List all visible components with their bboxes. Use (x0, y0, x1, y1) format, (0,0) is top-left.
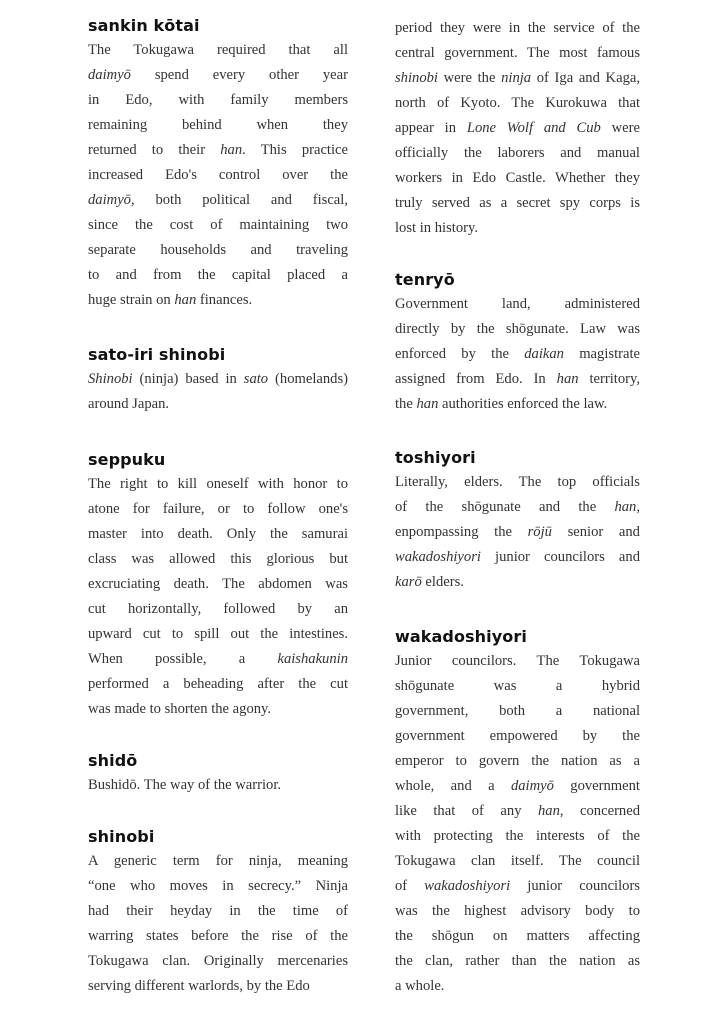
glossary-term: sankin kōtai (88, 16, 200, 35)
text-run: enpompassing the (395, 524, 528, 540)
definition-line (88, 238, 348, 263)
glossary-entry (88, 14, 348, 313)
definition-line (395, 899, 640, 924)
glossary-entry (88, 749, 348, 798)
glossary-entry (88, 448, 348, 722)
definition-line (88, 647, 348, 672)
text-run: was made to shorten the agony. (88, 701, 272, 717)
definition-line (88, 38, 348, 63)
glossary-entry (395, 268, 640, 417)
definition-line (395, 545, 640, 570)
definition-line (395, 16, 640, 41)
definition-line (395, 116, 640, 141)
text-run: , both political and fiscal, (130, 192, 348, 208)
italic-term: ninja (501, 70, 532, 86)
definition-line (88, 622, 348, 647)
italic-term: Lone Wolf and Cub (466, 120, 601, 136)
italic-term: sato (243, 371, 269, 387)
text-run: separate households and traveling (88, 242, 348, 258)
text-run: remaining behind when they (88, 117, 348, 133)
definition-line (88, 288, 348, 313)
definition-line (395, 949, 640, 974)
italic-term: han (556, 371, 579, 387)
text-run: assigned from Edo. In (395, 371, 557, 387)
text-run: master into death. Only the samurai (88, 526, 348, 542)
definition-line (88, 874, 348, 899)
italic-term: han (538, 803, 560, 819)
italic-term: han (416, 396, 439, 412)
definition-line (395, 699, 640, 724)
glossary-term: sato-iri shinobi (88, 345, 226, 364)
text-run: serving different warlords, by the Edo (88, 978, 310, 994)
glossary-term: wakadoshiyori (395, 627, 527, 646)
text-run: the shōgun on matters affecting (395, 928, 640, 944)
definition-line (395, 974, 640, 999)
definition-line (395, 317, 640, 342)
text-run: (ninja) based in (132, 371, 244, 387)
glossary-entry (395, 16, 640, 241)
text-run: , (636, 499, 640, 515)
definition-line (395, 799, 640, 824)
glossary-term: seppuku (88, 450, 166, 469)
italic-term: han (220, 142, 243, 158)
text-run: cut horizontally, followed by an (88, 601, 348, 617)
text-run: whole, and a (395, 778, 511, 794)
text-run: Junior councilors. The Tokugawa (395, 653, 640, 669)
italic-term: rōjū (527, 524, 552, 540)
text-run: warring states before the rise of the (88, 928, 348, 944)
definition-line (88, 213, 348, 238)
definition-line (395, 674, 640, 699)
definition-line (88, 263, 348, 288)
text-run: in Edo, with family members (88, 92, 348, 108)
text-run: period they were in the service of the (395, 20, 640, 36)
glossary-entry (395, 446, 640, 595)
definition-line (88, 949, 348, 974)
text-run: since the cost of maintaining two (88, 217, 348, 233)
definition-line (395, 649, 640, 674)
text-run: of Iga and Kaga, (531, 70, 640, 86)
text-run: appear in (395, 120, 467, 136)
italic-term: kaishakunin (277, 651, 348, 667)
italic-term: han (614, 499, 637, 515)
text-run: magistrate (563, 346, 640, 362)
italic-term: daikan (524, 346, 564, 362)
definition-line (395, 570, 640, 595)
text-run: Tokugawa clan itself. The council (395, 853, 640, 869)
definition-line (88, 88, 348, 113)
text-run: (homelands) (268, 371, 348, 387)
definition-line (88, 163, 348, 188)
definition-line (395, 367, 640, 392)
text-run: directly by the shōgunate. Law was (395, 321, 640, 337)
text-run: workers in Edo Castle. Whether they (395, 170, 640, 186)
definition-line (395, 470, 640, 495)
text-run: elders. (421, 574, 464, 590)
text-run: , concerned (559, 803, 640, 819)
text-run: atone for failure, or to follow one's (88, 501, 348, 517)
text-run: shōgunate was a hybrid (395, 678, 640, 694)
text-run: central government. The most famous (395, 45, 640, 61)
text-run: finances. (196, 292, 253, 308)
glossary-term: shinobi (88, 827, 155, 846)
text-run: When possible, a (88, 651, 278, 667)
text-run: excruciating death. The abdomen was (88, 576, 348, 592)
definition-line (395, 824, 640, 849)
definition-line (88, 472, 348, 497)
definition-line (88, 849, 348, 874)
definition-line (395, 41, 640, 66)
text-run: upward cut to spill out the intestines. (88, 626, 348, 642)
definition-line (88, 572, 348, 597)
text-run: Bushidō. The way of the warrior. (88, 777, 282, 793)
definition-line (88, 899, 348, 924)
definition-line (88, 367, 348, 392)
italic-term: wakadoshiyori (424, 878, 511, 894)
text-run: had their heyday in the time of (88, 903, 348, 919)
text-run: “one who moves in secrecy.” Ninja (88, 878, 348, 894)
text-run: authorities enforced the law. (438, 396, 608, 412)
definition-line (395, 924, 640, 949)
glossary-term: toshiyori (395, 448, 476, 467)
definition-line (88, 497, 348, 522)
italic-term: shinobi (395, 70, 438, 86)
definition-line (88, 63, 348, 88)
glossary-entry (395, 625, 640, 999)
text-run: around Japan. (88, 396, 170, 412)
glossary-term: tenryō (395, 270, 455, 289)
italic-term: karō (395, 574, 422, 590)
definition-line (88, 773, 348, 798)
definition-line (395, 392, 640, 417)
text-run: to and from the capital placed a (88, 267, 348, 283)
italic-term: daimyō (510, 778, 554, 794)
text-run: the clan, rather than the nation as (395, 953, 640, 969)
definition-line (88, 672, 348, 697)
glossary-entry (88, 825, 348, 999)
text-run: Tokugawa clan. Originally mercenaries (88, 953, 348, 969)
text-run: of the shōgunate and the (395, 499, 615, 515)
definition-line (88, 924, 348, 949)
text-run: like that of any (395, 803, 538, 819)
text-run: government (553, 778, 640, 794)
definition-line (395, 724, 640, 749)
text-run: The Tokugawa required that all (88, 42, 348, 58)
definition-line (395, 520, 640, 545)
definition-line (395, 342, 640, 367)
text-run: performed a beheading after the cut (88, 676, 348, 692)
definition-line (395, 216, 640, 241)
text-run: junior councilors and (480, 549, 640, 565)
text-run: enforced by the (395, 346, 525, 362)
text-run: senior and (551, 524, 640, 540)
definition-line (395, 849, 640, 874)
italic-term: Shinobi (88, 371, 133, 387)
text-run: increased Edo's control over the (88, 167, 348, 183)
glossary-term: shidō (88, 751, 138, 770)
text-run: truly served as a secret spy corps is (395, 195, 640, 211)
definition-line (88, 974, 348, 999)
definition-line (395, 191, 640, 216)
text-run: government, both a national (395, 703, 640, 719)
definition-line (395, 874, 640, 899)
text-run: lost in history. (395, 220, 478, 236)
definition-line (395, 141, 640, 166)
definition-line (395, 91, 640, 116)
text-run: junior councilors (510, 878, 640, 894)
text-run: A generic term for ninja, meaning (88, 853, 348, 869)
definition-line (88, 522, 348, 547)
text-run: of (395, 878, 425, 894)
definition-line (395, 66, 640, 91)
definition-line (395, 774, 640, 799)
text-run: returned to their (88, 142, 221, 158)
text-run: Literally, elders. The top officials (395, 474, 640, 490)
text-run: north of Kyoto. The Kurokuwa that (395, 95, 640, 111)
definition-line (395, 749, 640, 774)
text-run: spend every other year (130, 67, 348, 83)
definition-line (88, 697, 348, 722)
italic-term: wakadoshiyori (395, 549, 481, 565)
definition-line (88, 597, 348, 622)
text-run: the (395, 396, 417, 412)
text-run: officially the laborers and manual (395, 145, 640, 161)
text-run: . This practice (242, 142, 348, 158)
text-run: was the highest advisory body to (395, 903, 640, 919)
text-run: a whole. (395, 978, 445, 994)
text-run: class was allowed this glorious but (88, 551, 348, 567)
text-run: were (600, 120, 640, 136)
text-run: territory, (578, 371, 640, 387)
glossary-entry (88, 343, 348, 417)
definition-line (395, 292, 640, 317)
definition-line (88, 113, 348, 138)
text-run: with protecting the interests of the (395, 828, 640, 844)
italic-term: daimyō (88, 192, 131, 208)
definition-line (88, 547, 348, 572)
text-run: government empowered by the (395, 728, 640, 744)
definition-line (395, 495, 640, 520)
text-run: huge strain on (88, 292, 175, 308)
definition-line (88, 392, 348, 417)
italic-term: daimyō (88, 67, 131, 83)
text-run: emperor to govern the nation as a (395, 753, 640, 769)
italic-term: han (174, 292, 197, 308)
text-run: The right to kill oneself with honor to (88, 476, 348, 492)
definition-line (88, 188, 348, 213)
definition-line (395, 166, 640, 191)
text-run: were the (437, 70, 502, 86)
text-run: Government land, administered (395, 296, 640, 312)
definition-line (88, 138, 348, 163)
